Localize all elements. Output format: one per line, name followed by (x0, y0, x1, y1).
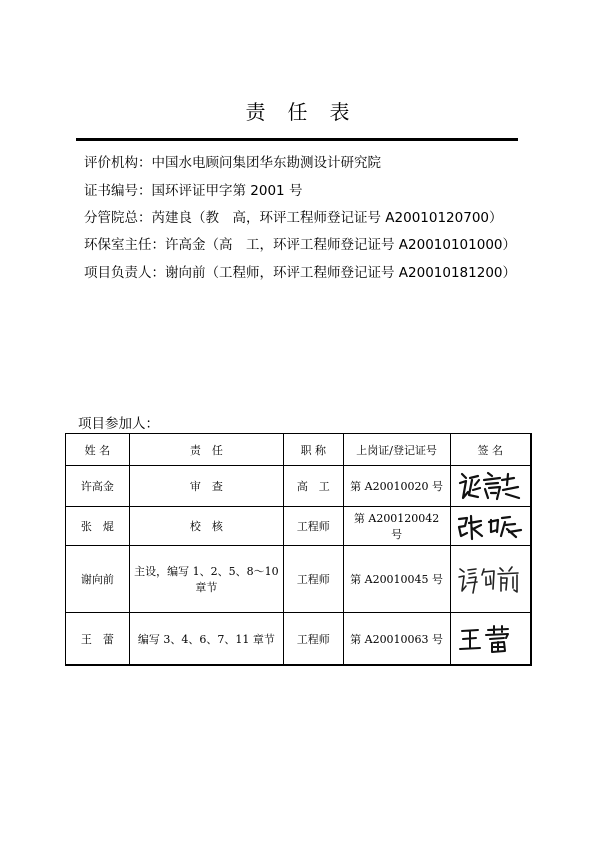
header-title: 职 称 (283, 434, 343, 466)
header-duty: 责 任 (129, 434, 283, 466)
cell-duty: 主设，编写 1、2、5、8～10 章节 (129, 546, 283, 613)
cell-title: 工程师 (283, 546, 343, 613)
table-row (66, 613, 532, 666)
info-project-lead: 项目负责人：谢向前（工程师，环评工程师登记证号 A20010181200） (84, 265, 517, 281)
cell-duty: 校 核 (129, 507, 283, 546)
signature-cell (450, 507, 531, 546)
handwritten-signature (456, 468, 524, 504)
signature-cell (450, 613, 531, 666)
cell-cert: 第 A200120042 号 (343, 507, 450, 546)
cell-duty: 审 查 (129, 466, 283, 507)
handwritten-signature (456, 622, 524, 656)
page-title: 责 任 表 (245, 100, 350, 124)
cell-duty: 编写 3、4、6、7、11 章节 (129, 613, 283, 666)
info-org: 评价机构：中国水电顾问集团华东勘测设计研究院 (84, 155, 381, 171)
cell-cert: 第 A20010045 号 (343, 546, 450, 613)
info-director: 分管院总：芮建良（教 高，环评工程师登记证号 A20010120700） (84, 210, 503, 226)
cell-name: 许高金 (66, 466, 130, 507)
handwritten-signature (456, 561, 524, 597)
title-rule (76, 138, 518, 141)
cell-name: 张 焜 (66, 507, 130, 546)
participants-label: 项目参加人： (78, 416, 159, 432)
cell-cert: 第 A20010020 号 (343, 466, 450, 507)
handwritten-signature (455, 510, 525, 542)
header-cert: 上岗证/登记证号 (343, 434, 450, 466)
signature-cell (450, 546, 531, 613)
info-cert: 证书编号：国环评证甲字第 2001 号 (84, 183, 303, 199)
table-row (66, 507, 532, 546)
header-signature: 签 名 (450, 434, 531, 466)
table-row (66, 466, 532, 507)
cell-name: 王 蕾 (66, 613, 130, 666)
signature-cell (450, 466, 531, 507)
cell-cert: 第 A20010063 号 (343, 613, 450, 666)
table-header-row (66, 434, 532, 466)
header-name: 姓 名 (66, 434, 130, 466)
cell-title: 工程师 (283, 613, 343, 666)
participants-table (65, 433, 532, 666)
cell-title: 工程师 (283, 507, 343, 546)
cell-name: 谢向前 (66, 546, 130, 613)
info-office-head: 环保室主任：许高金（高 工，环评工程师登记证号 A20010101000） (84, 237, 517, 253)
table-row (66, 546, 532, 613)
cell-title: 高 工 (283, 466, 343, 507)
